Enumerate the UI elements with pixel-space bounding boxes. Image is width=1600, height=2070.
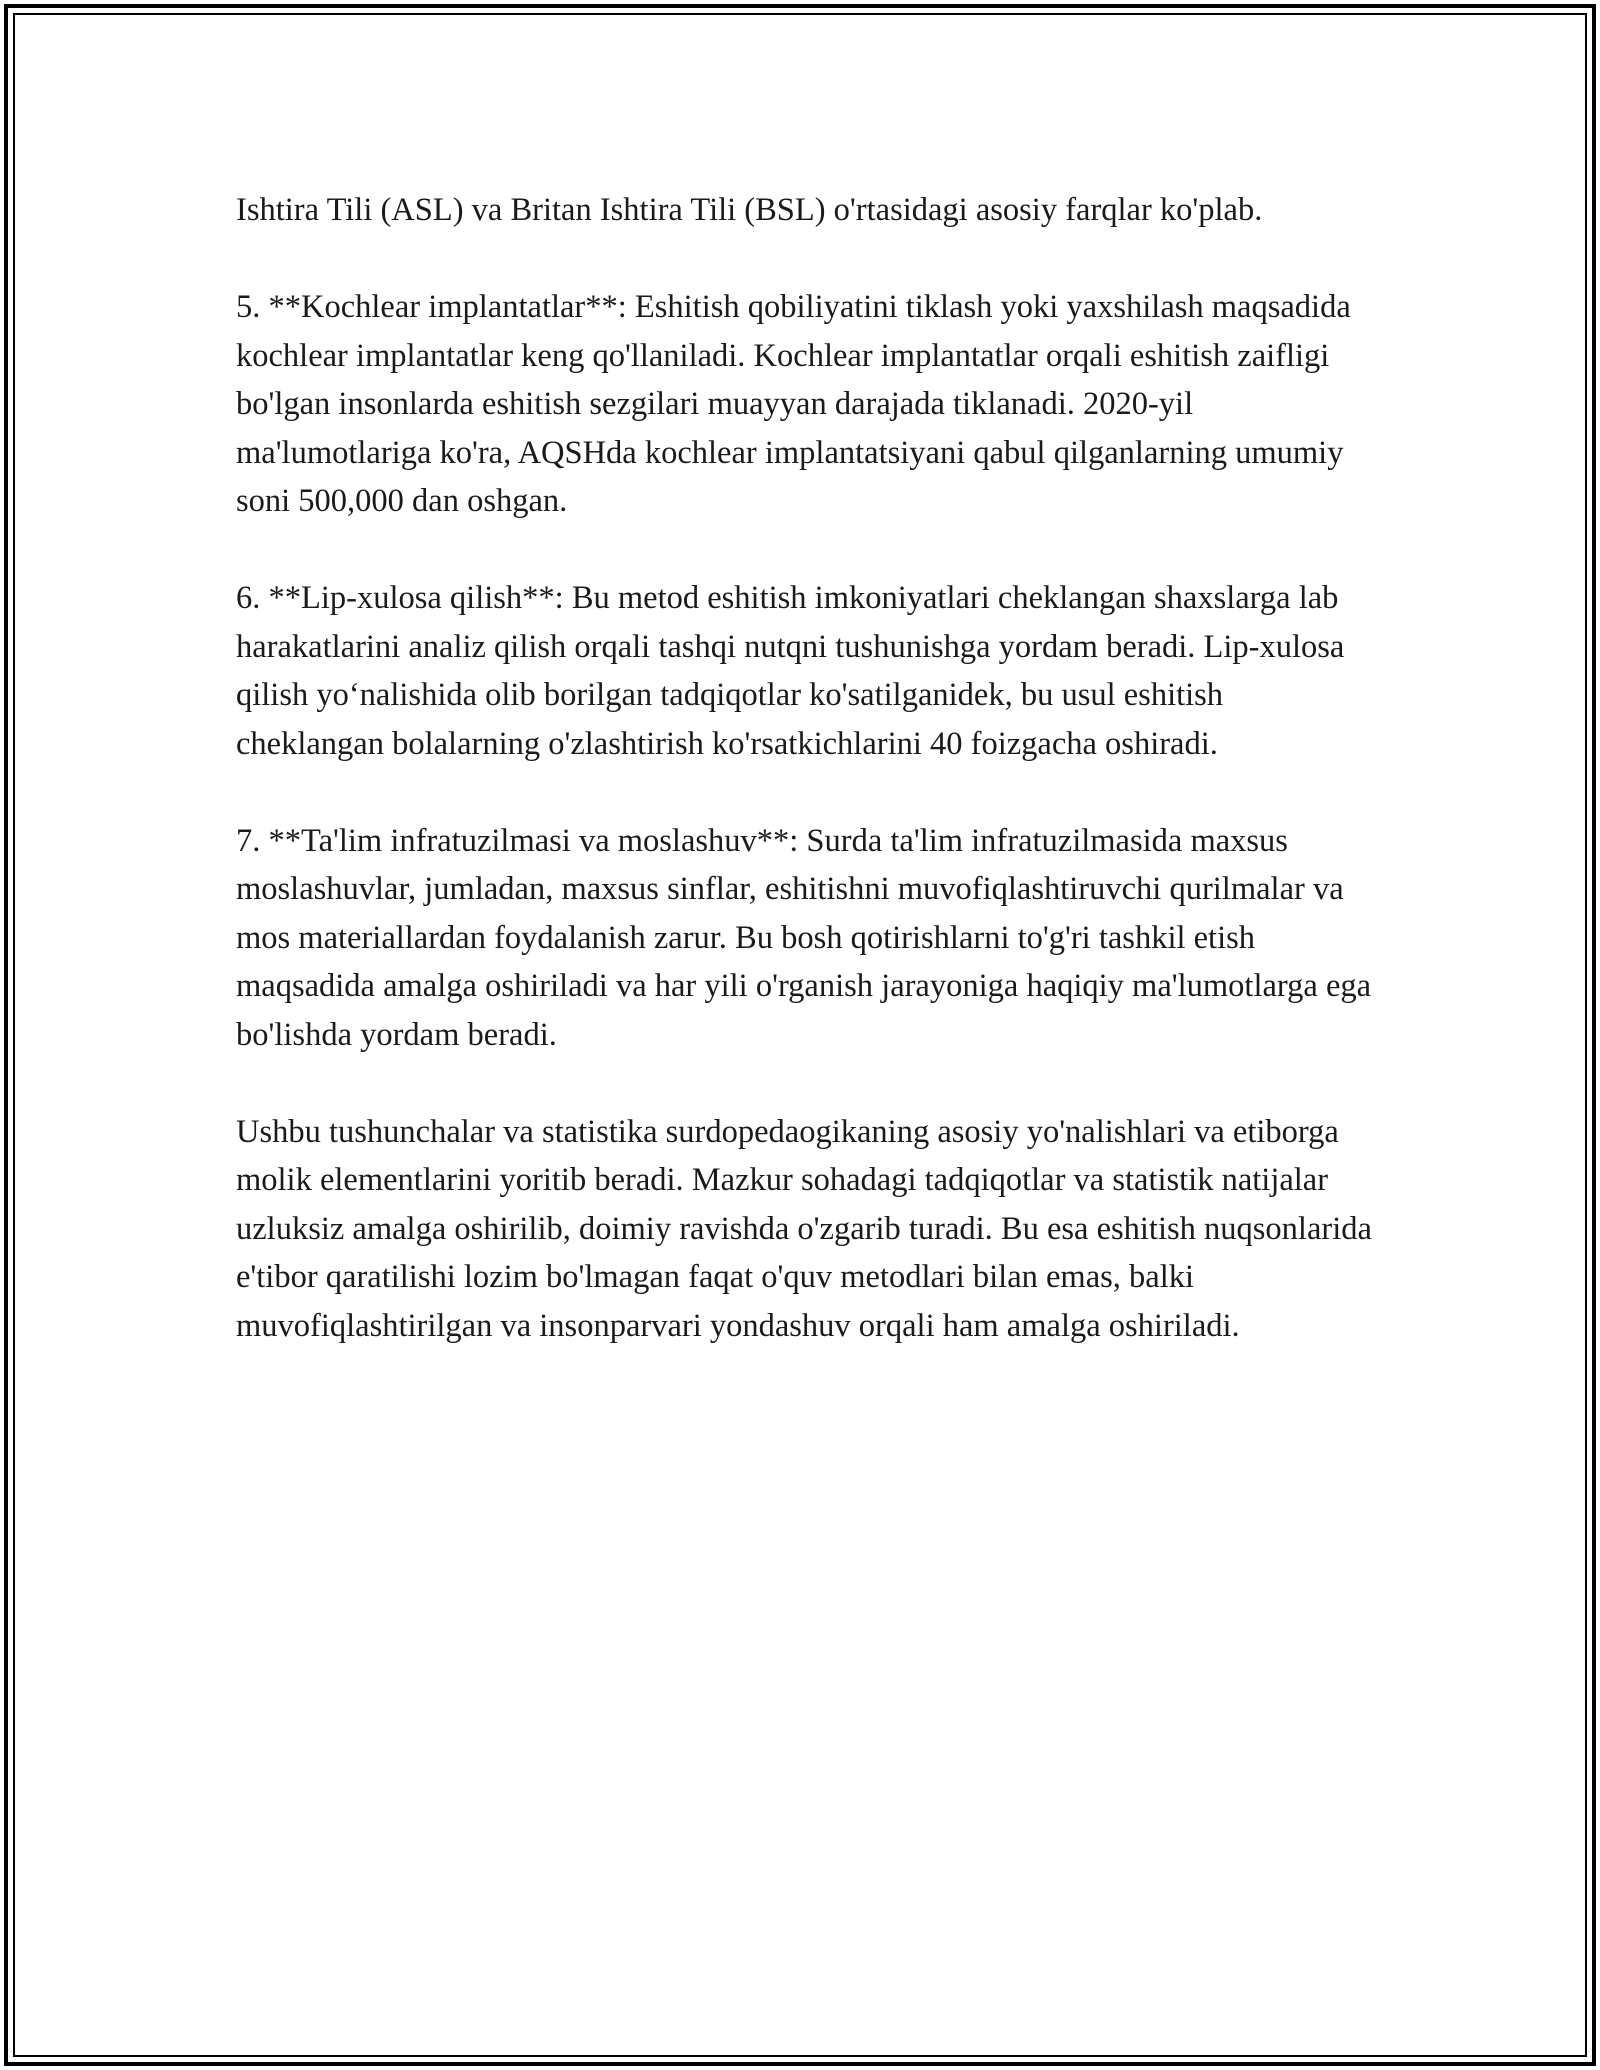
education-infrastructure-paragraph: 7. **Ta'lim infratuzilmasi va moslashuv**: Surda ta'lim infratuzilmasida maxsus moslashuvlar, jumladan, maxsus sinflar, eshitishni muvofiqlashtiruvchi qurilmalar va mos materiallardan foydalanish zarur. Bu bosh qotirishlarni to'g'ri tashkil etish maqsadida amalga oshiriladi va har yili o'rganish jarayoniga haqiqiy ma'lumotlarga ega bo'lishda yordam beradi. — [236, 822, 1372, 1053]
conclusion-paragraph: Ushbu tushunchalar va statistika surdopedaogikaning asosiy yo'nalishlari va etiborga molik elementlarini yoritib beradi. Mazkur sohadagi tadqiqotlar va statistik natijalar uzluksiz amalga oshirilib, doimiy ravishda o'zgarib turadi. Bu esa eshitish nuqsonlarida e'tibor qaratilishi lozim bo'lmagan faqat o'quv metodlari bilan emas, balki muvofiqlashtirilgan va insonparvari yondashuv orqali ham amalga oshiriladi. — [236, 1113, 1372, 1344]
intro-paragraph: Ishtira Tili (ASL) va Britan Ishtira Tili (BSL) o'rtasidagi asosiy farqlar ko'plab. — [236, 192, 1263, 228]
document-body — [236, 186, 1376, 1399]
cochlear-implants-paragraph: 5. **Kochlear implantatlar**: Eshitish qobiliyatini tiklash yoki yaxshilash maqsadida kochlear implantatlar keng qo'llaniladi. Kochlear implantatlar orqali eshitish zaifligi bo'lgan insonlarda eshitish sezgilari muayyan darajada tiklanadi. 2020-yil ma'lumotlariga ko'ra, AQSHda kochlear implantatsiyani qabul qilganlarning umumiy soni 500,000 dan oshgan. — [236, 289, 1351, 519]
lip-reading-paragraph: 6. **Lip-xulosa qilish**: Bu metod eshitish imkoniyatlari cheklangan shaxslarga lab harakatlarini analiz qilish orqali tashqi nutqni tushunishga yordam beradi. Lip-xulosa qilish yo‘nalishida olib borilgan tadqiqotlar ko'satilganidek, bu usul eshitish cheklangan bolalarning o'zlashtirish ko'rsatkichlarini 40 foizgacha oshiradi. — [236, 580, 1345, 762]
